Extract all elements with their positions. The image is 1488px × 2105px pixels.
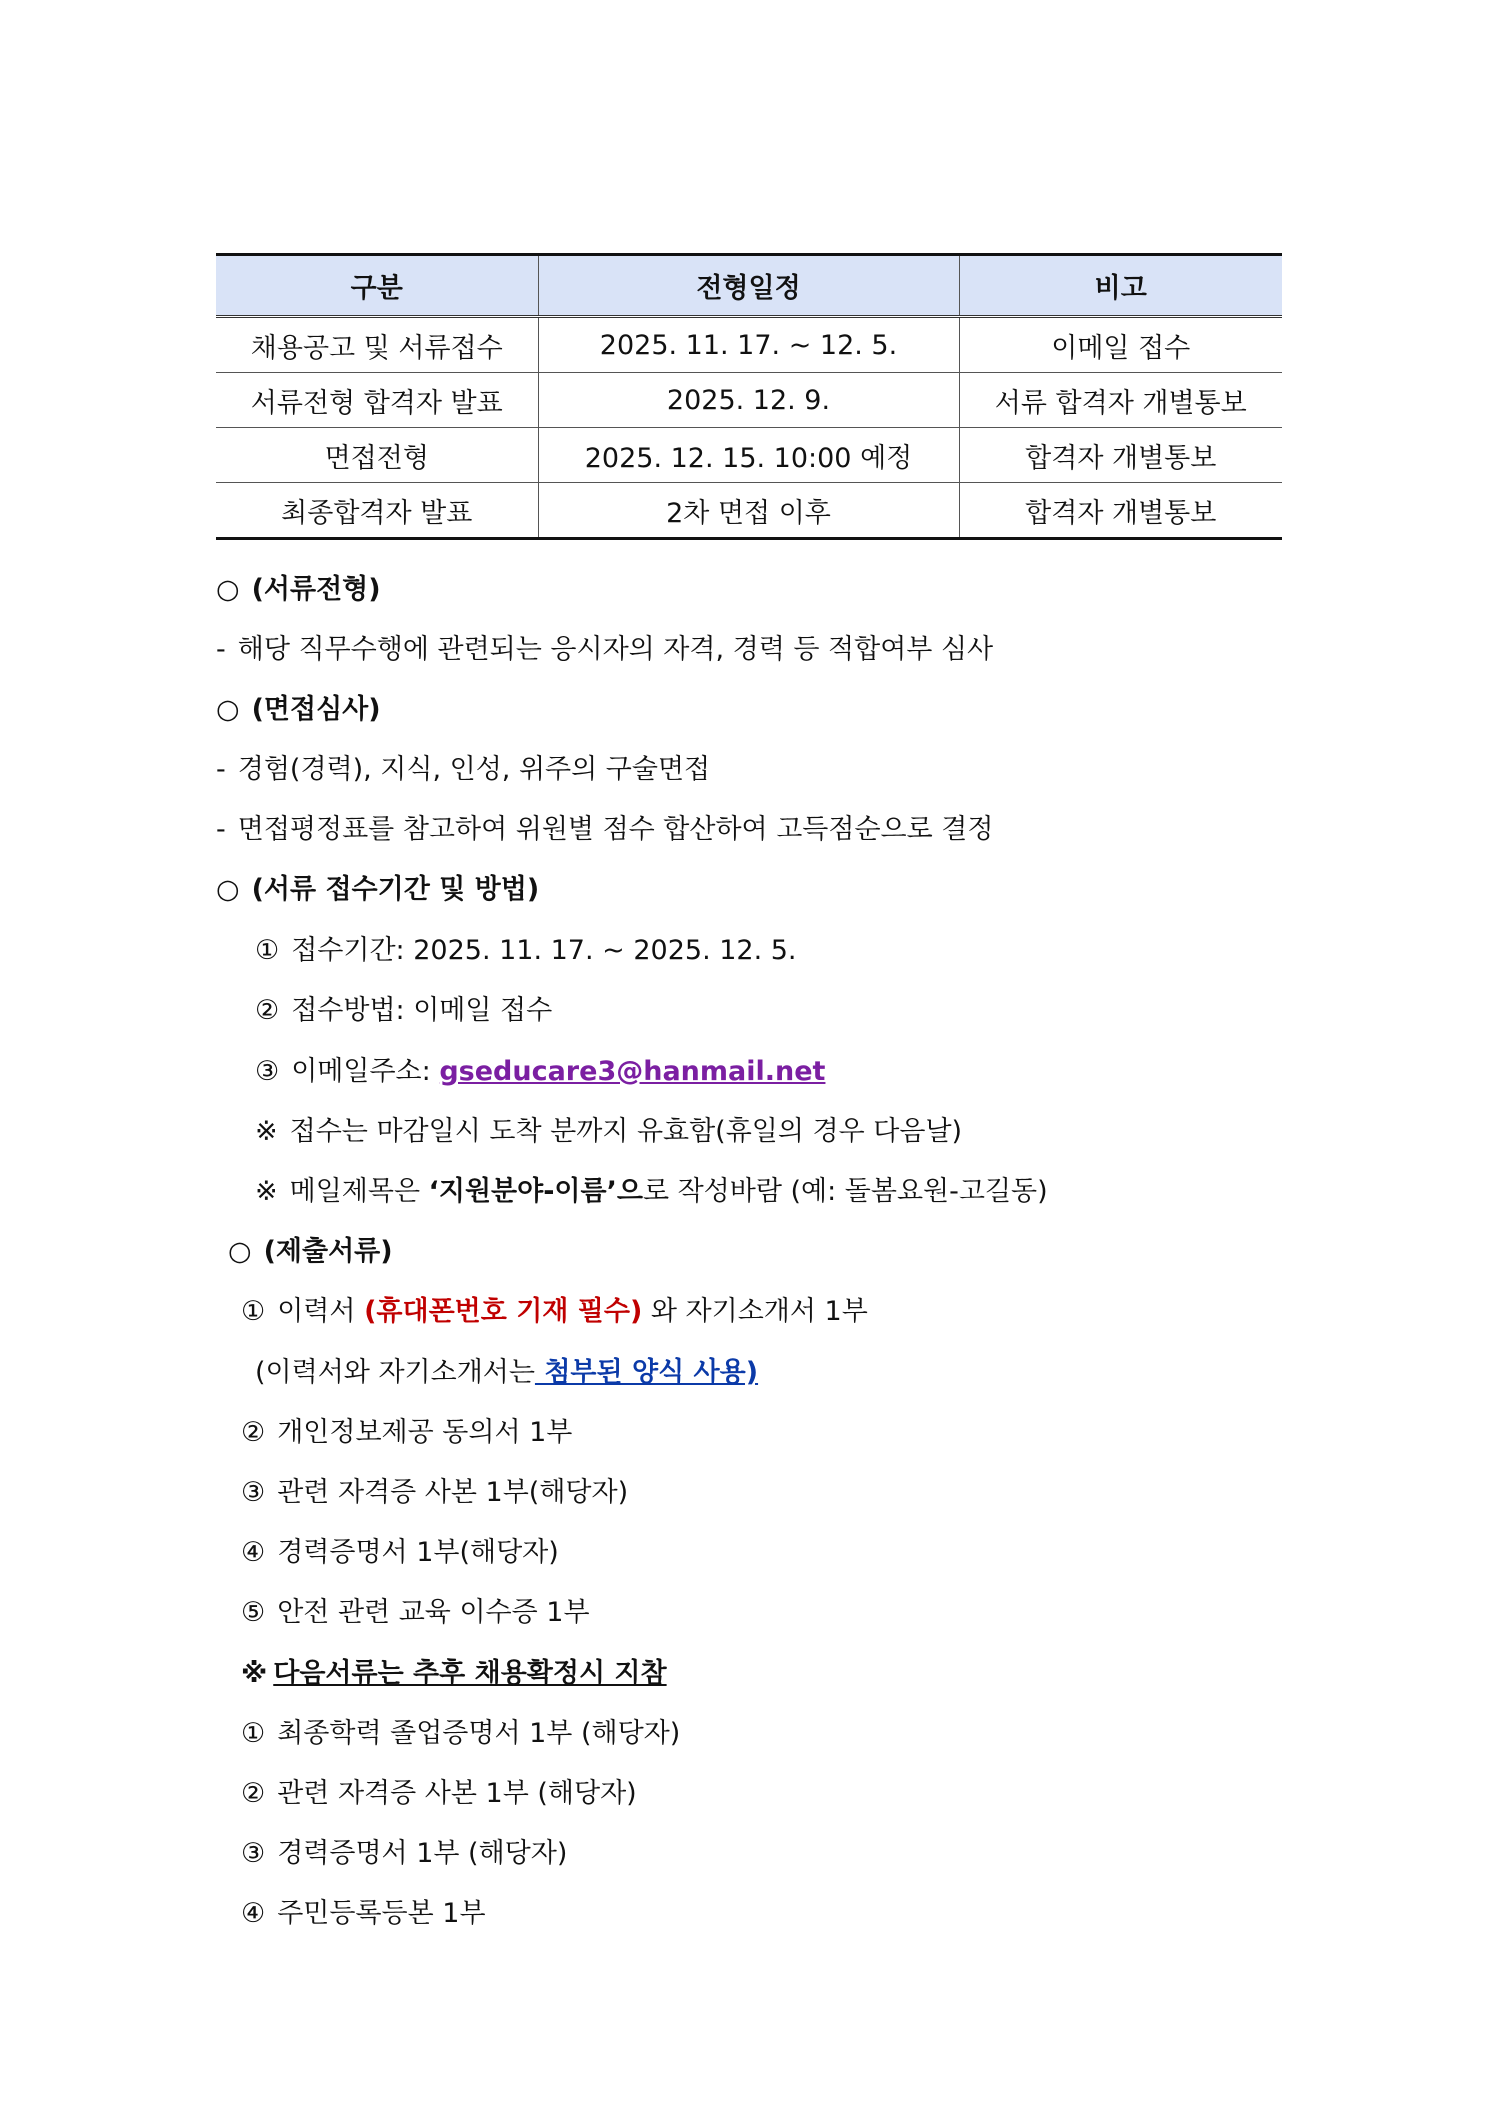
note-mark-icon: ※ — [255, 1116, 278, 1147]
table-cell: 2025. 12. 15. 10:00 예정 — [538, 428, 959, 483]
list-item-text: 경력증명서 1부(해당자) — [277, 1537, 559, 1568]
number-marker: ③ — [255, 1056, 280, 1087]
list-item-text: 주민등록등본 1부 — [277, 1898, 486, 1929]
number-marker: ② — [241, 1417, 266, 1448]
list-item-text: 경험(경력), 지식, 인성, 위주의 구술면접 — [237, 754, 711, 785]
list-item — [241, 1593, 590, 1633]
list-item — [241, 1413, 572, 1453]
number-marker: ④ — [241, 1898, 266, 1929]
list-item — [216, 810, 993, 850]
list-item — [241, 1533, 559, 1573]
circle-bullet-icon: ○ — [216, 694, 240, 725]
note-text: 메일제목은 — [289, 1176, 421, 1207]
circle-bullet-icon: ○ — [216, 574, 240, 605]
number-marker: ② — [255, 995, 280, 1026]
note-mark-icon: ※ — [255, 1176, 278, 1207]
email-link[interactable]: gseducare3@hanmail.net — [439, 1056, 826, 1087]
section-heading-documents — [228, 1232, 393, 1272]
list-item — [241, 1834, 567, 1874]
section-heading-doc-screening — [216, 570, 381, 610]
list-item-text: 개인정보제공 동의서 1부 — [277, 1417, 573, 1448]
section-title: (제출서류) — [263, 1236, 393, 1267]
section-title: (서류전형) — [251, 574, 381, 605]
note-mark-icon: ※ — [241, 1658, 268, 1689]
section-heading-submission — [216, 870, 539, 910]
email-label: 이메일주소: — [291, 1056, 431, 1087]
list-item — [216, 630, 993, 670]
section-title: (면접심사) — [251, 694, 381, 725]
table-cell: 합격자 개별통보 — [959, 483, 1282, 539]
section-heading-interview — [216, 690, 381, 730]
required-phone-note: (휴대폰번호 기재 필수) — [364, 1296, 643, 1327]
list-item-text: (이력서와 자기소개서는 — [255, 1357, 535, 1388]
header-category: 구분 — [216, 255, 538, 317]
table-cell: 합격자 개별통보 — [959, 428, 1282, 483]
number-marker: ⑤ — [241, 1597, 266, 1628]
circle-bullet-icon: ○ — [228, 1236, 252, 1267]
table-cell: 면접전형 — [216, 428, 538, 483]
table-cell: 채용공고 및 서류접수 — [216, 317, 538, 373]
list-item-text: 와 자기소개서 1부 — [650, 1296, 868, 1327]
list-item — [241, 1774, 637, 1814]
table-cell: 2025. 11. 17. ~ 12. 5. — [538, 317, 959, 373]
dash-bullet: - — [216, 634, 226, 665]
header-remarks: 비고 — [959, 255, 1282, 317]
circle-bullet-icon: ○ — [216, 874, 240, 905]
section-title: (서류 접수기간 및 방법) — [251, 874, 540, 905]
note-item — [255, 1172, 1048, 1212]
number-marker: ① — [255, 935, 280, 966]
list-item-sub — [255, 1353, 758, 1393]
list-item — [241, 1894, 486, 1934]
number-marker: ② — [241, 1778, 266, 1809]
number-marker: ① — [241, 1296, 266, 1327]
number-marker: ③ — [241, 1838, 266, 1869]
list-item — [241, 1292, 868, 1332]
list-item-text: 관련 자격증 사본 1부 (해당자) — [277, 1778, 637, 1809]
number-marker: ① — [241, 1718, 266, 1749]
list-item-text: 면접평정표를 참고하여 위원별 점수 합산하여 고득점순으로 결정 — [237, 814, 994, 845]
list-item-text: 안전 관련 교육 이수증 1부 — [277, 1597, 590, 1628]
later-docs-heading — [241, 1654, 667, 1694]
attached-form-link[interactable]: 첨부된 양식 사용) — [534, 1357, 759, 1388]
list-item-text: 관련 자격증 사본 1부(해당자) — [277, 1477, 629, 1508]
table-row — [216, 428, 1282, 483]
note-text: 로 작성바람 (예: 돌봄요원-고길동) — [642, 1176, 1048, 1207]
number-marker: ④ — [241, 1537, 266, 1568]
list-item-text: 접수기간: 2025. 11. 17. ~ 2025. 12. 5. — [291, 935, 797, 966]
schedule-table — [216, 253, 1282, 540]
table-cell: 서류 합격자 개별통보 — [959, 373, 1282, 428]
table-cell: 2025. 12. 9. — [538, 373, 959, 428]
table-cell: 서류전형 합격자 발표 — [216, 373, 538, 428]
note-emphasis: ‘지원분야-이름’으 — [428, 1176, 643, 1207]
list-item-text: 경력증명서 1부 (해당자) — [277, 1838, 568, 1869]
list-item — [216, 750, 710, 790]
dash-bullet: - — [216, 814, 226, 845]
list-item-text: 해당 직무수행에 관련되는 응시자의 자격, 경력 등 적합여부 심사 — [237, 634, 994, 665]
list-item — [255, 931, 797, 971]
number-marker: ③ — [241, 1477, 266, 1508]
note-text: 접수는 마감일시 도착 분까지 유효함(휴일의 경우 다음날) — [289, 1116, 963, 1147]
table-cell: 2차 면접 이후 — [538, 483, 959, 539]
table-row — [216, 317, 1282, 373]
list-item-text: 접수방법: 이메일 접수 — [291, 995, 553, 1026]
schedule-header-row — [216, 255, 1282, 317]
list-item-text: 이력서 — [277, 1296, 356, 1327]
list-item — [255, 1052, 825, 1092]
table-row — [216, 373, 1282, 428]
later-docs-title: 다음서류는 추후 채용확정시 지참 — [273, 1658, 667, 1689]
table-row — [216, 483, 1282, 539]
list-item-text: 최종학력 졸업증명서 1부 (해당자) — [277, 1718, 681, 1749]
table-cell: 최종합격자 발표 — [216, 483, 538, 539]
list-item — [241, 1714, 680, 1754]
dash-bullet: - — [216, 754, 226, 785]
header-schedule: 전형일정 — [538, 255, 959, 317]
list-item — [255, 991, 552, 1031]
table-cell: 이메일 접수 — [959, 317, 1282, 373]
list-item — [241, 1473, 628, 1513]
note-item — [255, 1112, 962, 1152]
